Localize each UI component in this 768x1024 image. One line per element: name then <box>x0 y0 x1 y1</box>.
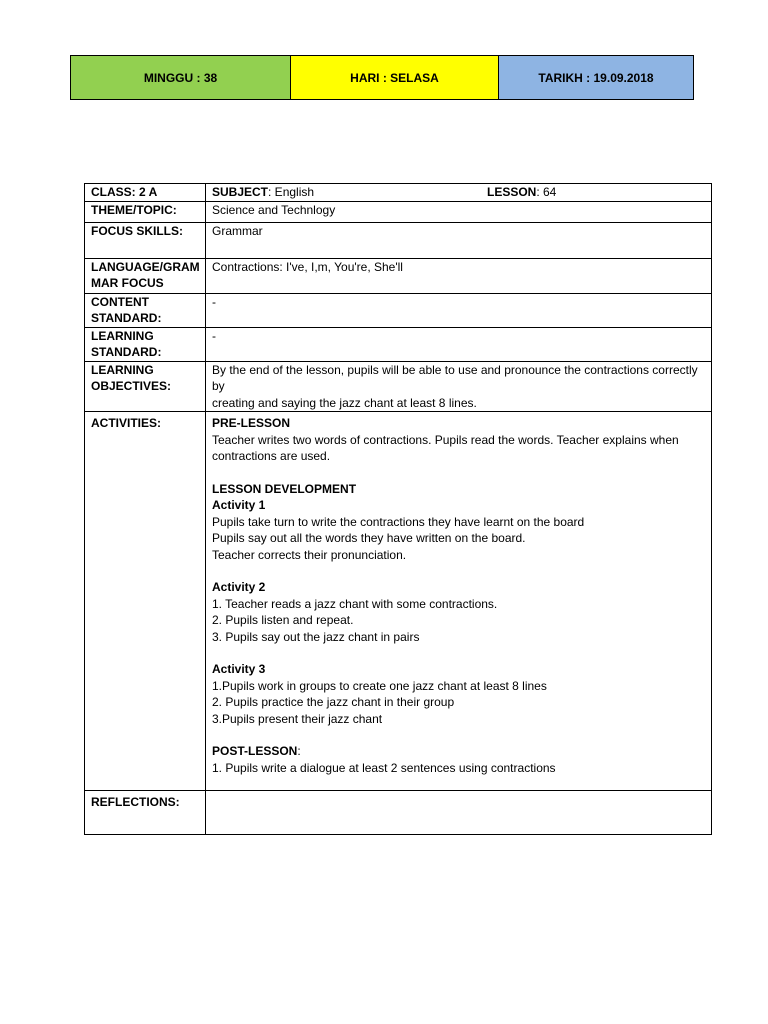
activities-row <box>85 412 712 791</box>
activity1-line3: Teacher corrects their pronunciation. <box>212 547 407 562</box>
activity3-line2: 2. Pupils practice the jazz chant in their group <box>212 695 455 709</box>
activity3-line3: 3.Pupils present their jazz chant <box>212 711 383 726</box>
post-lesson-heading <box>212 743 705 760</box>
pre-lesson-line2: contractions are used. <box>212 449 331 463</box>
lesson-plan-table <box>84 183 712 835</box>
lesson-label: LESSON <box>487 185 537 199</box>
learning-label-line1: LEARNING <box>91 328 154 343</box>
activity3-title: Activity 3 <box>212 662 266 676</box>
objectives-label-line2: OBJECTIVES: <box>91 379 172 393</box>
activity2-line2: 2. Pupils listen and repeat. <box>212 613 354 627</box>
language-label <box>85 258 206 293</box>
content-standard-row <box>85 293 712 327</box>
activity2-line1: 1. Teacher reads a jazz chant with some contractions. <box>212 596 498 611</box>
reflections-row <box>85 791 712 835</box>
theme-label: THEME/TOPIC: <box>85 201 206 222</box>
activity1-line1: Pupils take turn to write the contractions they have learnt on the board <box>212 514 585 529</box>
lesson-field <box>487 184 556 201</box>
post-lesson-title: POST-LESSON <box>212 744 298 758</box>
activity3-line1: 1.Pupils work in groups to create one jazz chant at least 8 lines <box>212 678 547 693</box>
activity1-title: Activity 1 <box>212 498 266 512</box>
subject-field <box>212 184 487 201</box>
content-standard-value: - <box>206 293 712 327</box>
language-label-line2: MAR FOCUS <box>91 276 164 290</box>
activity1-line2: Pupils say out all the words they have written on the board. <box>212 531 526 545</box>
subject-lesson-cell <box>206 184 712 202</box>
focus-label: FOCUS SKILLS: <box>85 222 206 258</box>
post-lesson-item1: 1. Pupils write a dialogue at least 2 sentences using contractions <box>212 760 556 775</box>
activity2-title: Activity 2 <box>212 580 266 594</box>
objectives-line2: creating and saying the jazz chant at least 8 lines. <box>212 395 477 410</box>
learning-label-line2: STANDARD: <box>91 345 162 359</box>
objectives-line1: By the end of the lesson, pupils will be able to use and pronounce the contractions correctly by <box>212 362 698 393</box>
week-cell: MINGGU : 38 <box>71 56 291 99</box>
objectives-label-line1: LEARNING <box>91 362 154 377</box>
content-standard-label <box>85 293 206 327</box>
learning-standard-value: - <box>206 327 712 361</box>
pre-lesson-title: PRE-LESSON <box>212 416 291 430</box>
activities-label: ACTIVITIES: <box>85 412 206 791</box>
objectives-row <box>85 361 712 412</box>
day-cell: HARI : SELASA <box>291 56 499 99</box>
subject-label: SUBJECT <box>212 185 269 199</box>
pre-lesson-line1: Teacher writes two words of contractions. Pupils read the words. Teacher explains when <box>212 432 679 447</box>
objectives-label <box>85 361 206 412</box>
activities-content <box>206 412 712 791</box>
learning-standard-label <box>85 327 206 361</box>
language-label-line1: LANGUAGE/GRAM <box>91 259 200 274</box>
focus-row <box>85 222 712 258</box>
date-cell: TARIKH : 19.09.2018 <box>499 56 693 99</box>
post-lesson-colon: : <box>297 744 301 758</box>
language-row <box>85 258 712 293</box>
class-row <box>85 184 712 202</box>
theme-row <box>85 201 712 222</box>
learning-standard-row <box>85 327 712 361</box>
lesson-value: : 64 <box>536 185 557 199</box>
lesson-development-title: LESSON DEVELOPMENT <box>212 481 357 496</box>
focus-value: Grammar <box>206 222 712 258</box>
week-header <box>70 55 694 100</box>
reflections-value <box>206 791 712 835</box>
subject-value: : English <box>268 185 315 199</box>
theme-value: Science and Technlogy <box>206 201 712 222</box>
content-label-line1: CONTENT <box>91 294 149 309</box>
activity2-line3: 3. Pupils say out the jazz chant in pairs <box>212 629 420 644</box>
content-label-line2: STANDARD: <box>91 311 162 325</box>
language-value: Contractions: I've, I,m, You're, She'll <box>206 258 712 293</box>
reflections-label: REFLECTIONS: <box>85 791 206 835</box>
objectives-value <box>206 361 712 412</box>
class-label: CLASS: 2 A <box>85 184 206 202</box>
